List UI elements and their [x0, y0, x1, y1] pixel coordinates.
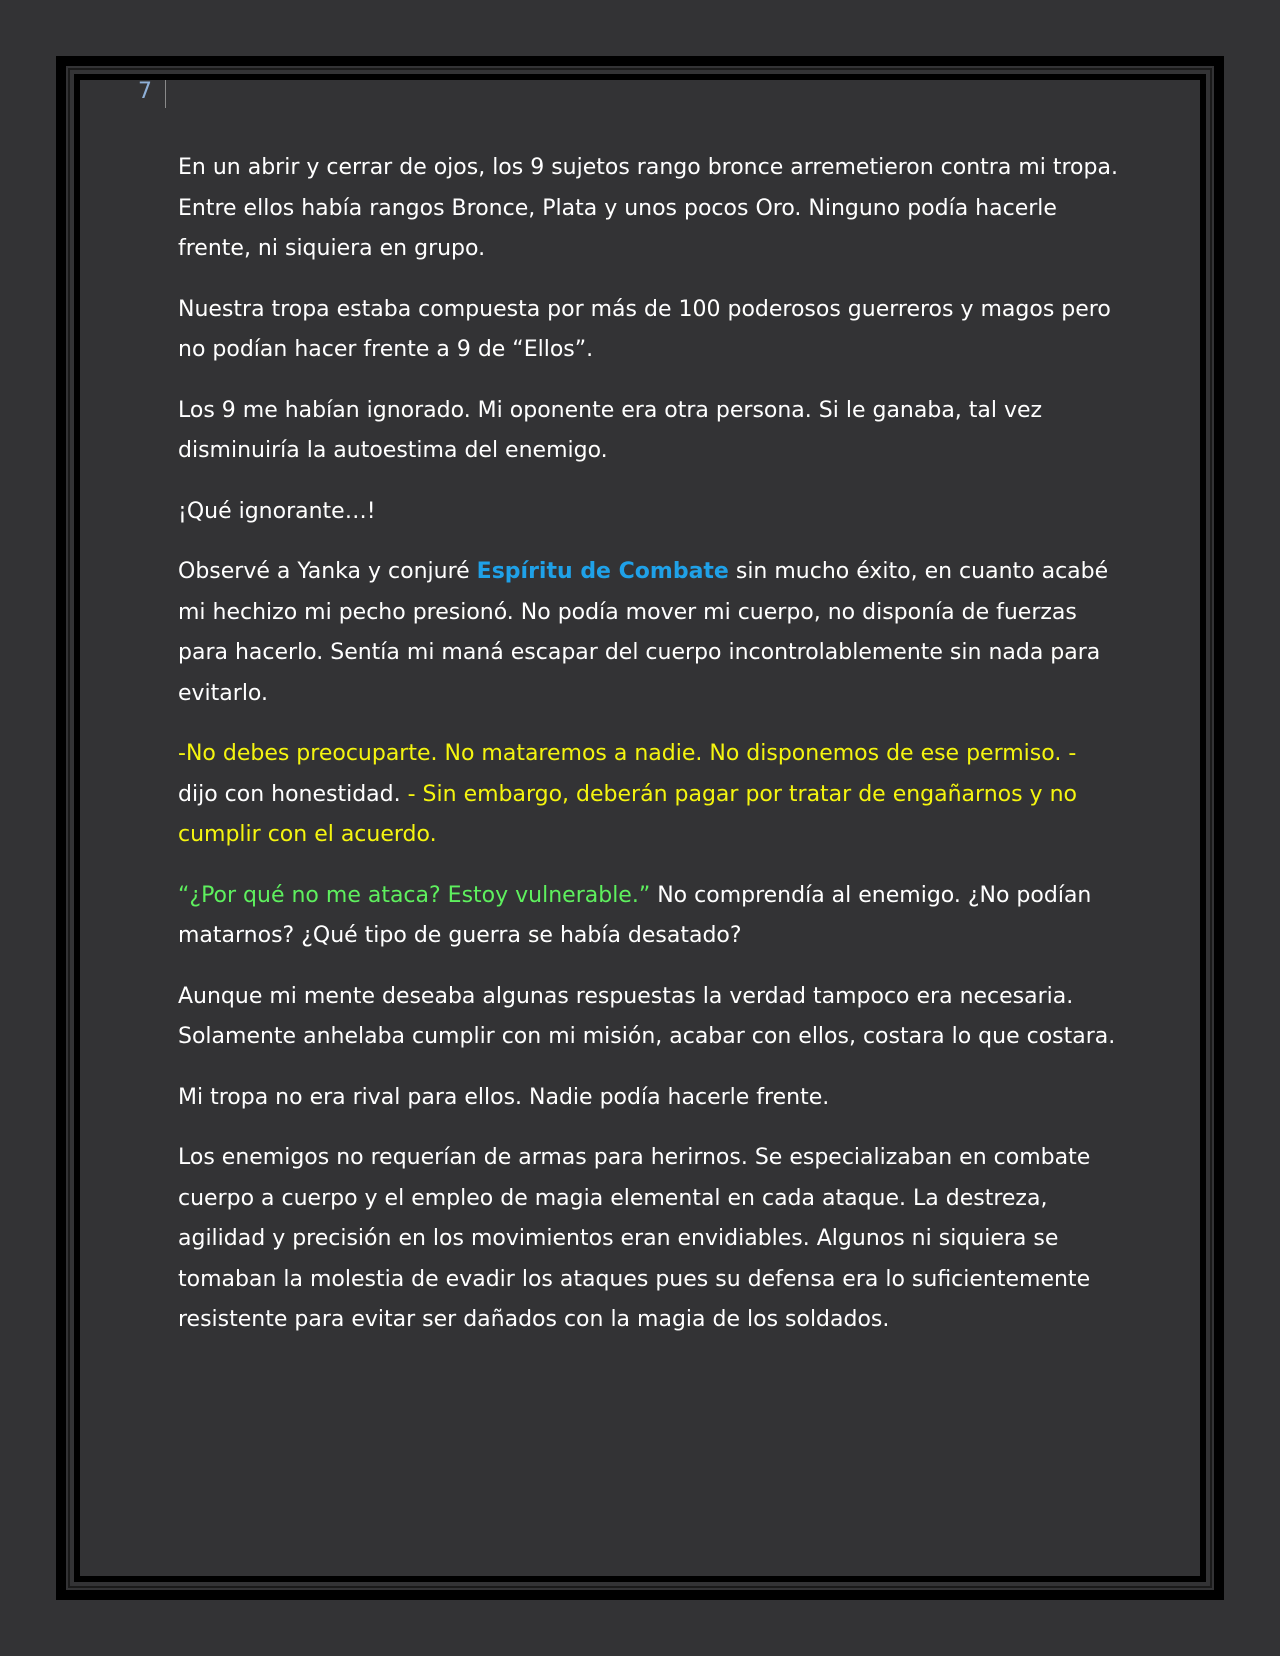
paragraph-5	[178, 552, 1118, 714]
paragraph-5-text-after: sin mucho éxito, en cuanto acabé mi hechizo mi pecho presionó. No podía mover mi cuerpo, no disponía de fuerzas para hacerlo. Sentía mi maná escapar del cuerpo incontrolablemente sin nada para evitarlo.	[178, 559, 1109, 706]
paragraph-1: En un abrir y cerrar de ojos, los 9 sujetos rango bronce arremetieron contra mi tropa. Entre ellos había rangos Bronce, Plata y unos pocos Oro. Ninguno podía hacerle frente, ni siquiera en grupo.	[178, 155, 1118, 261]
page-number-divider	[165, 80, 166, 108]
inner-thought: “¿Por qué no me ataca? Estoy vulnerable.”	[178, 882, 651, 908]
page-number: 7	[138, 79, 152, 104]
dialogue-dash: -	[1061, 741, 1077, 766]
paragraph-6	[178, 734, 1118, 856]
paragraph-3: Los 9 me habían ignorado. Mi oponente era otra persona. Si le ganaba, tal vez disminuiría la autoestima del enemigo.	[178, 397, 1043, 463]
paragraph-7-text-after: No comprendía al enemigo. ¿No podían matarnos? ¿Qué tipo de guerra se había desatado?	[178, 882, 1092, 948]
paragraph-7	[178, 876, 1118, 957]
paragraph-4: ¡Qué ignorante…!	[178, 498, 376, 524]
paragraph-9: Mi tropa no era rival para ellos. Nadie podía hacerle frente.	[178, 1084, 830, 1110]
spell-name: Espíritu de Combate	[476, 559, 729, 584]
paragraph-10: Los enemigos no requerían de armas para herirnos. Se especializaban en combate cuerpo a cuerpo y el empleo de magia elemental en cada ataque. La destreza, agilidad y precisión en los movimientos eran envidiables. Algunos ni siquiera se tomaban la molestia de evadir los ataques pues su defensa era lo suficientemente resistente para evitar ser dañados con la magia de los soldados.	[178, 1145, 1091, 1332]
paragraph-2: Nuestra tropa estaba compuesta por más de 100 poderosos guerreros y magos pero no podían hacer frente a 9 de “Ellos”.	[178, 296, 1111, 362]
paragraph-5-text-before: Observé a Yanka y conjuré	[178, 559, 477, 584]
dialogue-line-1: -No debes preocuparte. No mataremos a nadie. No disponemos de ese permiso.	[178, 741, 1062, 766]
paragraph-8: Aunque mi mente deseaba algunas respuestas la verdad tampoco era necesaria. Solamente anhelaba cumplir con mi misión, acabar con ellos, costara lo que costara.	[178, 983, 1116, 1049]
dialogue-narration: dijo con honestidad.	[178, 781, 401, 807]
dialogue-line-2: - Sin embargo, deberán pagar por tratar de engañarnos y no cumplir con el acuerdo.	[178, 781, 1077, 847]
page-body	[178, 148, 1118, 1361]
